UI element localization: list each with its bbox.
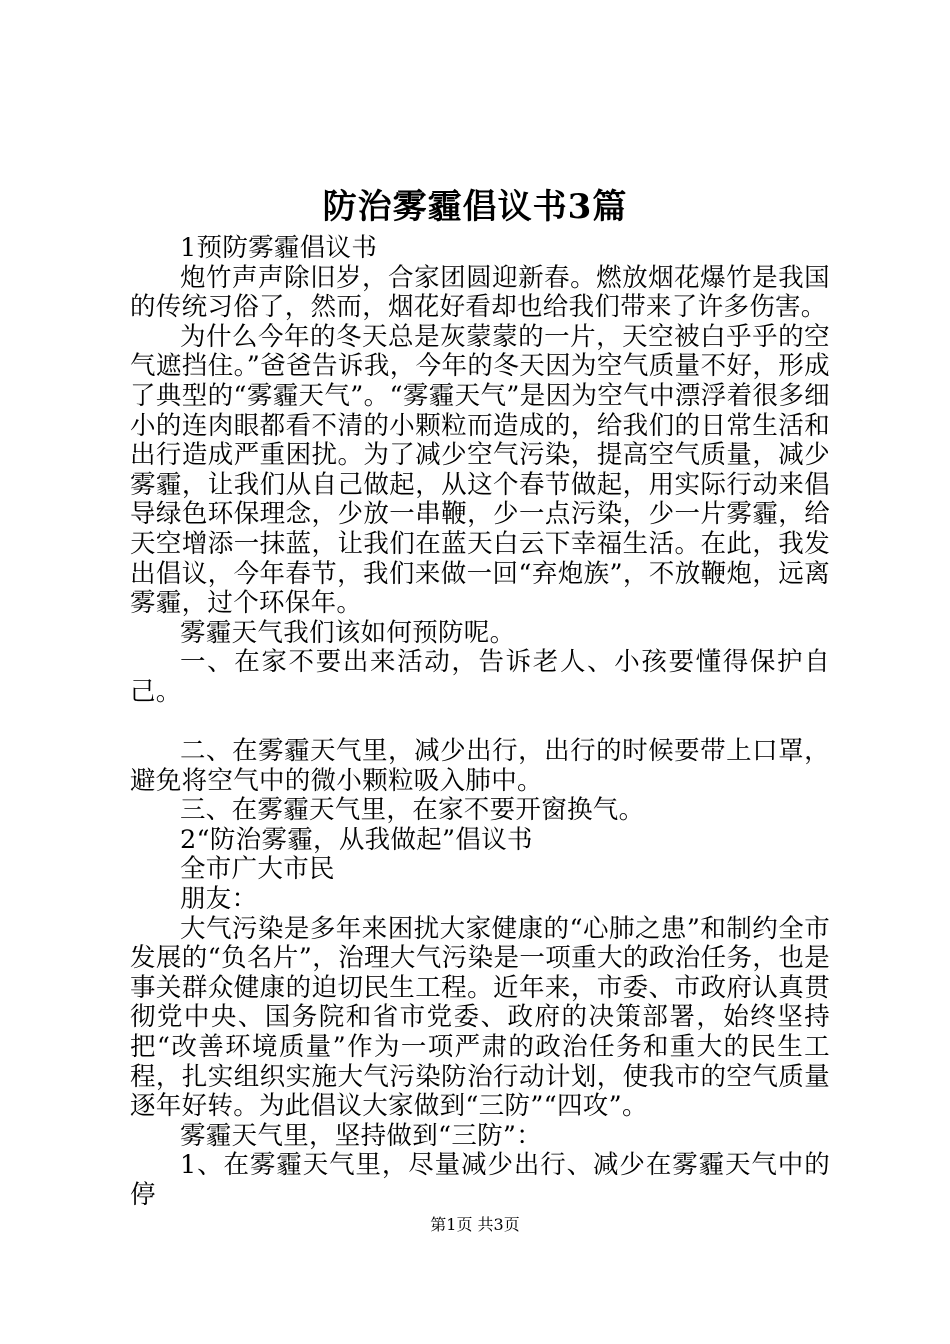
list-item: 一、在家不要出来活动，告诉老人、小孩要懂得保护自己。 [130,647,830,707]
document-title: 防治雾霾倡议书3篇 [322,187,628,227]
paragraph: 大气污染是多年来困扰大家健康的“心肺之患”和制约全市发展的“负名片”，治理大气污染是一项重大的政治任务，也是事关群众健康的迫切民生工程。近年来，市委、市政府认真贯彻党中央、国务院和省市党委、政府的决策部署，始终坚持把“改善环境质量”作为一项严肃的政治任务和重大的民生工程，扎实组织实施大气污染防治行动计划，使我市的空气质量逐年好转。为此倡议大家做到“三防”“四攻”。 [130,913,830,1122]
salutation: 朋友： [180,884,258,915]
list-item: 三、在雾霾天气里，在家不要开窗换气。 [180,795,645,826]
paragraph: 为什么今年的冬天总是灰蒙蒙的一片，天空被白乎乎的空气遮挡住。”爸爸告诉我，今年的冬天因为空气质量不好，形成了典型的“雾霾天气”。“雾霾天气”是因为空气中漂浮着很多细小的连肉眼都看不清的小颗粒而造成的，给我们的日常生活和出行造成严重困扰。为了减少空气污染，提高空气质量，减少雾霾，让我们从自己做起，从这个春节做起，用实际行动来倡导绿色环保理念，少放一串鞭，少一点污染，少一片雾霾，给天空增添一抹蓝，让我们在蓝天白云下幸福生活。在此，我发出倡议，今年春节，我们来做一回“弃炮族”，不放鞭炮，远离雾霾，过个环保年。 [130,321,830,619]
page-footer: 第1页 共3页 [430,1215,520,1234]
document-body [130,234,830,1211]
section-heading: 2“防治雾霾，从我做起”倡议书 [180,824,533,855]
section-heading: 1预防雾霾倡议书 [180,233,378,263]
list-item: 二、在雾霾天气里，减少出行，出行的时候要带上口罩，避免将空气中的微小颗粒吸入肺中。 [130,736,830,796]
blank-line [130,708,830,738]
paragraph: 炮竹声声除旧岁，合家团圆迎新春。燃放烟花爆竹是我国的传统习俗了，然而，烟花好看却也给我们带来了许多伤害。 [130,262,830,323]
list-item: 1、在雾霾天气里，尽量减少出行、减少在雾霾天气中的停 [130,1150,830,1210]
paragraph: 雾霾天气里，坚持做到“三防”： [180,1120,543,1151]
salutation: 全市广大市民 [180,854,335,885]
paragraph: 雾霾天气我们该如何预防呢。 [180,617,516,648]
